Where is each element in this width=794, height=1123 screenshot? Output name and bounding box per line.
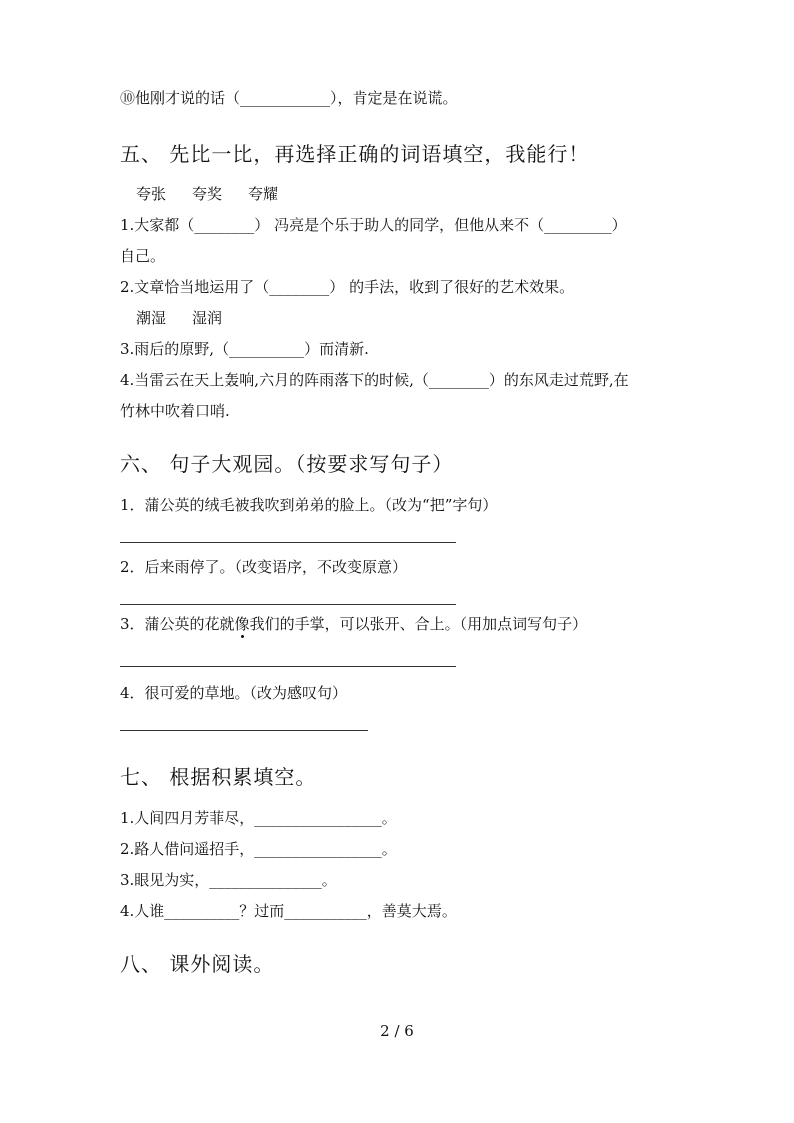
- section-5-q2: 2.文章恰当地运用了（________） 的手法，收到了很好的艺术效果。: [120, 278, 575, 296]
- section-6-q3: [120, 614, 587, 634]
- word-choice: 夸张: [136, 185, 167, 203]
- section-6-q2: 2．后来雨停了。（改变语序，不改变原意）: [120, 558, 408, 576]
- answer-line[interactable]: [120, 666, 456, 667]
- q3-text-pre: 3．蒲公英的花就: [120, 615, 235, 633]
- answer-line[interactable]: [120, 542, 456, 543]
- word-choice: 夸耀: [248, 185, 279, 203]
- word-choices-1: [136, 184, 278, 204]
- word-choices-2: [136, 308, 222, 328]
- answer-line[interactable]: [120, 604, 456, 605]
- section-7-q2: 2.路人借问遥招手，_________________。: [120, 840, 397, 858]
- section-5-q4-line2: 竹林中吹着口哨.: [120, 402, 230, 420]
- section-5-title: 五、 先比一比，再选择正确的词语填空，我能行！: [120, 142, 590, 166]
- section-7-q4: 4.人谁__________？过而___________，善莫大焉。: [120, 902, 457, 920]
- section-7-q3: 3.眼见为实，_______________。: [120, 871, 337, 889]
- section-8-title: 八、 课外阅读。: [120, 952, 275, 976]
- section-6-title: 六、 句子大观园。（按要求写句子）: [120, 452, 454, 476]
- section-5-q4-line1: 4.当雷云在天上轰响,六月的阵雨落下的时候,（________）的东风走过荒野,在: [120, 371, 629, 389]
- word-choice: 湿润: [192, 309, 223, 327]
- word-choice: 潮湿: [136, 309, 167, 327]
- section-5-q3: 3.雨后的原野,（__________）而清新.: [120, 340, 369, 358]
- section-6-q1: 1．蒲公英的绒毛被我吹到弟弟的脸上。（改为“把”字句）: [120, 496, 498, 514]
- section-5-q1-line2: 自己。: [120, 247, 166, 265]
- emphasis-dot-word: 像: [234, 615, 250, 633]
- section-7-title: 七、 根据积累填空。: [120, 765, 317, 789]
- word-choice: 夸奖: [192, 185, 223, 203]
- answer-line[interactable]: [120, 730, 368, 731]
- section-6-q4: 4．很可爱的草地。（改为感叹句）: [120, 684, 348, 702]
- question-10: ⑩他刚才说的话（____________），肯定是在说谎。: [120, 89, 458, 107]
- section-7-q1: 1.人间四月芳菲尽，_________________。: [120, 809, 397, 827]
- q3-text-post: 我们的手掌，可以张开、合上。（用加点词写句子）: [249, 615, 588, 633]
- page-number: 2 / 6: [380, 1022, 414, 1040]
- section-5-q1-line1: 1.大家都（________） 冯亮是个乐于助人的同学，但他从来不（_________）: [120, 216, 627, 234]
